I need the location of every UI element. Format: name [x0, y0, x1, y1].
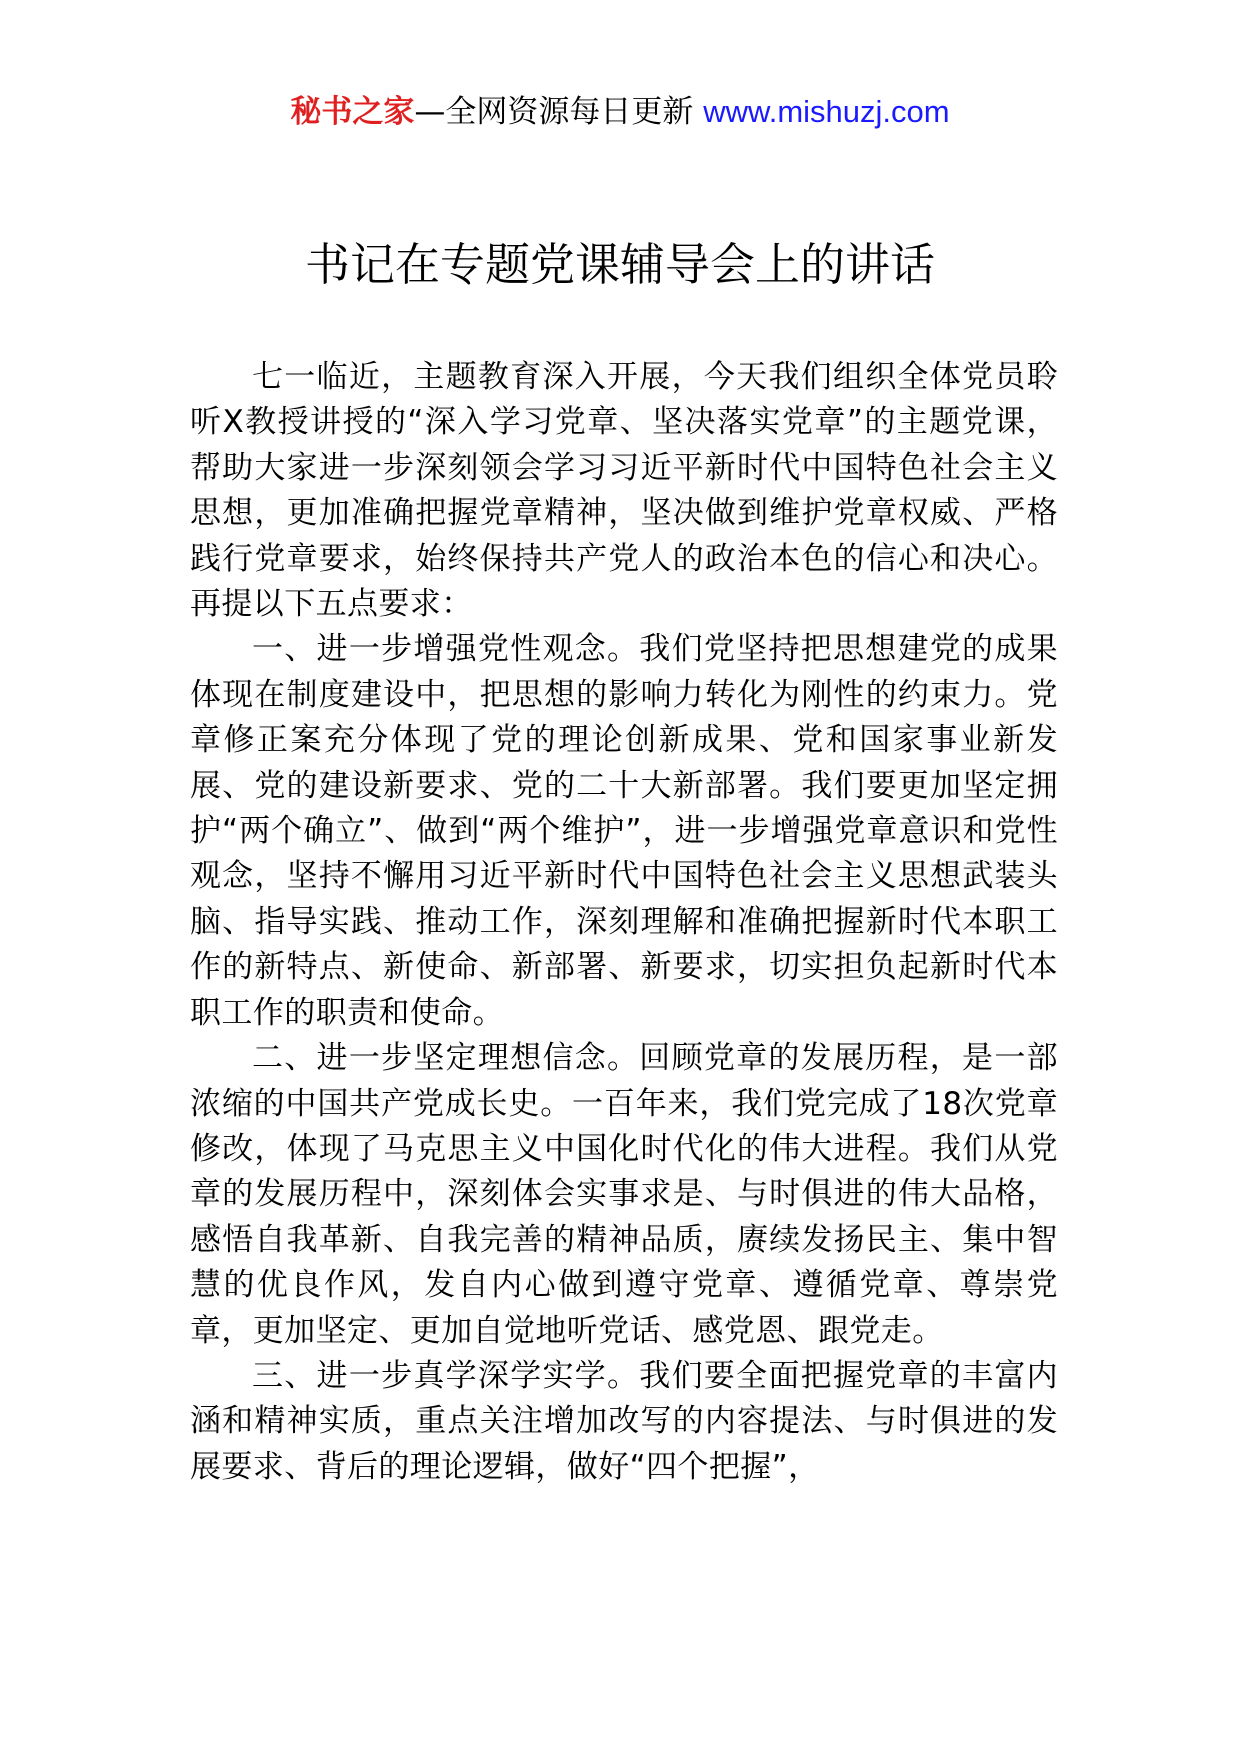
paragraph-point-two: 二、进一步坚定理想信念。回顾党章的发展历程，是一部浓缩的中国共产党成长史。一百年来，我们党完成了18次党章修改，体现了马克思主义中国化时代化的伟大进程。我们从党章的发展历程中，深刻体会实事求是、与时俱进的伟大品格，感悟自我革新、自我完善的精神品质，赓续发扬民主、集中智慧的优良作风，发自内心做到遵守党章、遵循党章、尊崇党章，更加坚定、更加自觉地听党话、感党恩、跟党走。: [190, 1040, 1058, 1349]
paragraph-point-three: 三、进一步真学深学实学。我们要全面把握党章的丰富内涵和精神实质，重点关注增加改写的内容提法、与时俱进的发展要求、背后的理论逻辑，做好“四个把握”，: [190, 1357, 1058, 1485]
site-brand: 秘书之家: [290, 94, 415, 130]
site-url-link[interactable]: www.mishuzj.com: [703, 94, 950, 129]
site-tagline: —全网资源每日更新: [414, 94, 694, 130]
document-body: [190, 355, 1058, 1490]
paragraph-intro: 七一临近，主题教育深入开展，今天我们组织全体党员聆听X教授讲授的“深入学习党章、坚决落实党章”的主题党课，帮助大家进一步深刻领会学习习近平新时代中国特色社会主义思想，更加准确把握党章精神，坚决做到维护党章权威、严格践行党章要求，始终保持共产党人的政治本色的信心和决心。再提以下五点要求：: [190, 359, 1058, 623]
paragraph-point-one: 一、进一步增强党性观念。我们党坚持把思想建党的成果体现在制度建设中，把思想的影响力转化为刚性的约束力。党章修正案充分体现了党的理论创新成果、党和国家事业新发展、党的建设新要求、党的二十大新部署。我们要更加坚定拥护“两个确立”、做到“两个维护”，进一步增强党章意识和党性观念，坚持不懈用习近平新时代中国特色社会主义思想武装头脑、指导实践、推动工作，深刻理解和准确把握新时代本职工作的新特点、新使命、新部署、新要求，切实担负起新时代本职工作的职责和使命。: [190, 631, 1058, 1031]
document-title: 书记在专题党课辅导会上的讲话: [304, 238, 935, 291]
site-header: [0, 92, 1240, 132]
